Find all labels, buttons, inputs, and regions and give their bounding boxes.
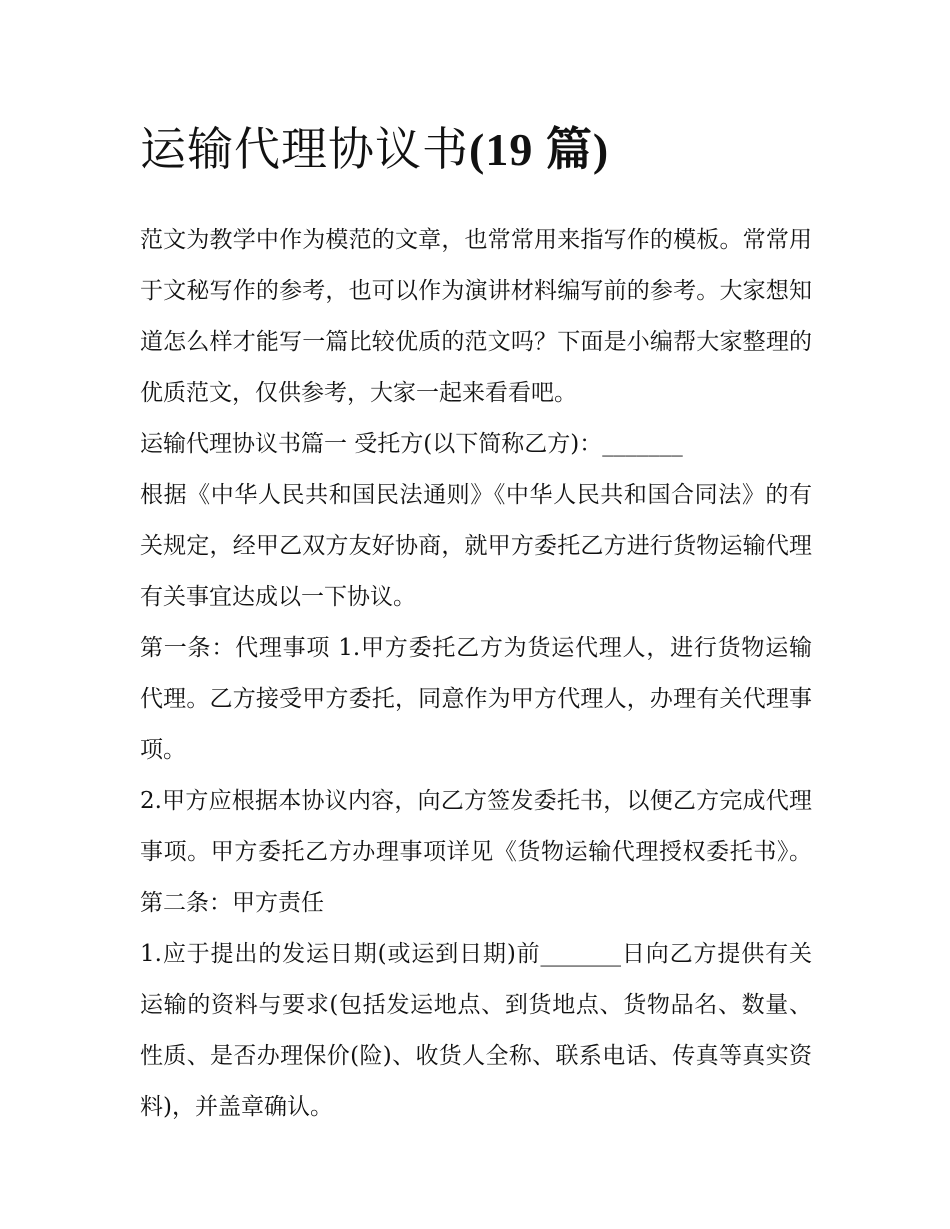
legal-basis-paragraph: 根据《中华人民共和国民法通则》《中华人民共和国合同法》的有关规定，经甲乙双方友好协商，就甲方委托乙方进行货物运输代理有关事宜达成以一下协议。 [140,482,812,610]
article-one-item-two-paragraph: 2.甲方应根据本协议内容，向乙方签发委托书，以便乙方完成代理事项。甲方委托乙方办理事项详见《货物运输代理授权委托书》。 第二条：甲方责任 [140,788,812,916]
document-title [140,118,812,181]
article-two-item-one-paragraph: 1.应于提出的发运日期(或运到日期)前_______日向乙方提供有关运输的资料与要求(包括发运地点、到货地点、货物品名、数量、性质、是否办理保价(险)、收货人全称、联系电话、传真等真实资料)，并盖章确认。 [140,941,812,1120]
document-body [140,215,812,1133]
intro-paragraph: 范文为教学中作为模范的文章，也常常用来指写作的模板。常常用于文秘写作的参考，也可以作为演讲材料编写前的参考。大家想知道怎么样才能写一篇比较优质的范文吗？下面是小编帮大家整理的优质范文，仅供参考，大家一起来看看吧。 [140,227,812,406]
title-count: (19 篇) [469,124,610,175]
document-page [140,118,812,1133]
agreement-header-paragraph: 运输代理协议书篇一 受托方(以下简称乙方)：_______ [140,431,683,457]
title-text: 运输代理协议书 [140,122,469,176]
article-one-paragraph: 第一条：代理事项 1.甲方委托乙方为货运代理人，进行货物运输代理。乙方接受甲方委托，同意作为甲方代理人，办理有关代理事项。 [140,635,812,763]
